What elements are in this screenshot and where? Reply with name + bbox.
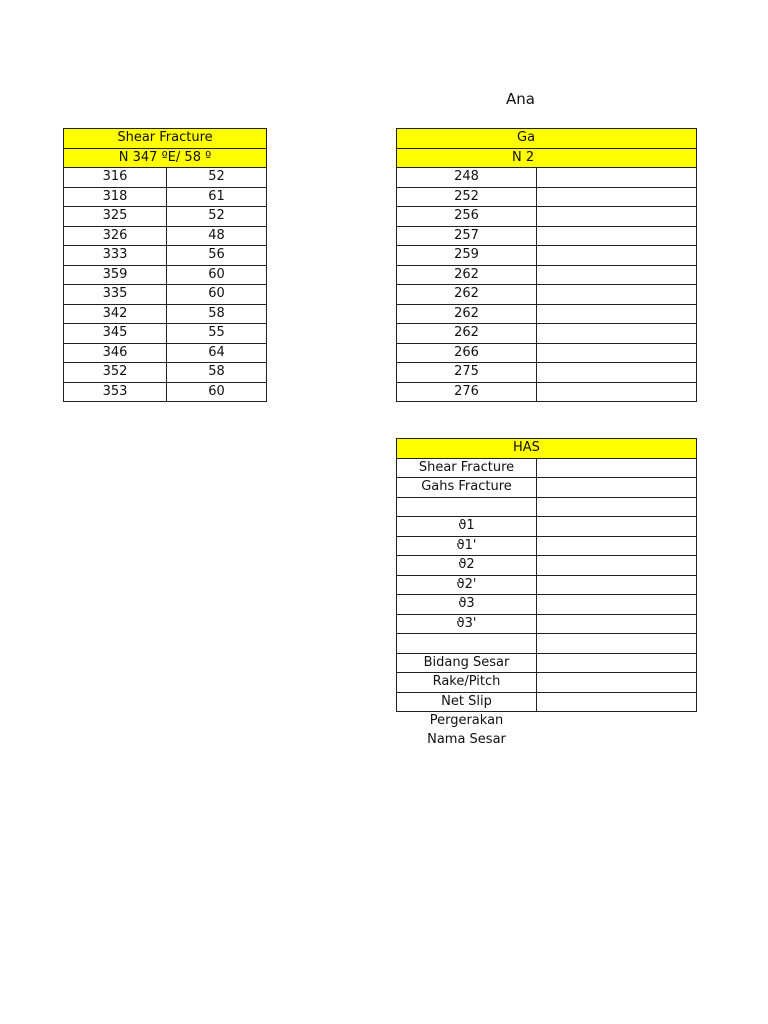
- table-row: [64, 363, 267, 383]
- table-row: [397, 343, 697, 363]
- table-row: [397, 575, 697, 595]
- table-row: [64, 324, 267, 344]
- table-row: [397, 712, 697, 731]
- hasil-table: [396, 438, 697, 749]
- dip-cell: 60: [167, 285, 267, 305]
- dip-cell: [537, 324, 697, 344]
- table-row: [397, 731, 697, 750]
- table-row: [64, 382, 267, 402]
- dip-cell: [537, 363, 697, 383]
- shear-fracture-header: Shear Fracture: [64, 129, 267, 149]
- table-row: [397, 187, 697, 207]
- hasil-value-cell: [537, 731, 697, 750]
- dip-cell: [537, 382, 697, 402]
- table-row: [397, 478, 697, 498]
- strike-cell: 262: [397, 304, 537, 324]
- hasil-label-cell: [397, 497, 537, 517]
- strike-cell: 353: [64, 382, 167, 402]
- table-row: [64, 265, 267, 285]
- strike-cell: 333: [64, 246, 167, 266]
- strike-cell: 262: [397, 265, 537, 285]
- table-row: [397, 556, 697, 576]
- strike-cell: 342: [64, 304, 167, 324]
- strike-cell: 257: [397, 226, 537, 246]
- hasil-value-cell: [537, 575, 697, 595]
- hasil-value-cell: [537, 673, 697, 693]
- hasil-label-cell: [397, 634, 537, 654]
- strike-cell: 359: [64, 265, 167, 285]
- hasil-value-cell: [537, 712, 697, 731]
- table-row: [64, 187, 267, 207]
- hasil-value-cell: [537, 692, 697, 712]
- hasil-label-cell: Gahs Fracture: [397, 478, 537, 498]
- dip-cell: [537, 285, 697, 305]
- table-row: [64, 343, 267, 363]
- dip-cell: [537, 304, 697, 324]
- dip-cell: 64: [167, 343, 267, 363]
- strike-cell: 252: [397, 187, 537, 207]
- dip-cell: [537, 187, 697, 207]
- hasil-label-cell: Rake/Pitch: [397, 673, 537, 693]
- hasil-label-cell: ϑ2: [397, 556, 537, 576]
- hasil-label-cell: ϑ1: [397, 517, 537, 537]
- hasil-label-cell: ϑ3': [397, 614, 537, 634]
- table-row: [397, 614, 697, 634]
- dip-cell: [537, 265, 697, 285]
- hasil-label-cell: Bidang Sesar: [397, 653, 537, 673]
- dip-cell: 55: [167, 324, 267, 344]
- hasil-label-cell: ϑ2': [397, 575, 537, 595]
- table-row: [64, 285, 267, 305]
- hasil-value-cell: [537, 653, 697, 673]
- dip-cell: 52: [167, 168, 267, 188]
- hasil-value-cell: [537, 458, 697, 478]
- table-row: [397, 458, 697, 478]
- hasil-value-cell: [537, 517, 697, 537]
- dip-cell: 60: [167, 265, 267, 285]
- table-row: [64, 246, 267, 266]
- hasil-value-cell: [537, 478, 697, 498]
- table-row: [64, 304, 267, 324]
- strike-cell: 248: [397, 168, 537, 188]
- table-row: [397, 634, 697, 654]
- strike-cell: 352: [64, 363, 167, 383]
- dip-cell: [537, 226, 697, 246]
- table-row: [397, 692, 697, 712]
- dip-cell: 48: [167, 226, 267, 246]
- table-row: [397, 324, 697, 344]
- dip-cell: 58: [167, 363, 267, 383]
- strike-cell: 276: [397, 382, 537, 402]
- dip-cell: 61: [167, 187, 267, 207]
- table-row: [397, 226, 697, 246]
- strike-cell: 256: [397, 207, 537, 227]
- table-row: [397, 265, 697, 285]
- dip-cell: 60: [167, 382, 267, 402]
- strike-cell: 346: [64, 343, 167, 363]
- dip-cell: [537, 246, 697, 266]
- strike-cell: 335: [64, 285, 167, 305]
- dip-cell: [537, 207, 697, 227]
- shear-fracture-table: [63, 128, 267, 402]
- hasil-value-cell: [537, 614, 697, 634]
- table-row: [397, 653, 697, 673]
- table-row: [397, 497, 697, 517]
- table-row: [397, 595, 697, 615]
- shear-fracture-subheader: N 347 ºE/ 58 º: [64, 148, 267, 168]
- page-title: Ana: [506, 90, 535, 108]
- hasil-value-cell: [537, 634, 697, 654]
- gash-fracture-subheader: N 2: [397, 148, 697, 168]
- table-row: [397, 304, 697, 324]
- table-row: [64, 226, 267, 246]
- dip-cell: 56: [167, 246, 267, 266]
- hasil-value-cell: [537, 595, 697, 615]
- strike-cell: 266: [397, 343, 537, 363]
- hasil-value-cell: [537, 556, 697, 576]
- strike-cell: 326: [64, 226, 167, 246]
- hasil-label-cell: Shear Fracture: [397, 458, 537, 478]
- strike-cell: 345: [64, 324, 167, 344]
- gash-fracture-header: Ga: [397, 129, 697, 149]
- dip-cell: [537, 168, 697, 188]
- table-row: [397, 382, 697, 402]
- hasil-label-cell: ϑ3: [397, 595, 537, 615]
- table-row: [397, 168, 697, 188]
- hasil-label-cell: Net Slip: [397, 692, 537, 712]
- hasil-value-cell: [537, 536, 697, 556]
- table-row: [397, 246, 697, 266]
- strike-cell: 325: [64, 207, 167, 227]
- strike-cell: 318: [64, 187, 167, 207]
- hasil-label-cell: Nama Sesar: [427, 731, 506, 747]
- dip-cell: 58: [167, 304, 267, 324]
- table-row: [397, 517, 697, 537]
- strike-cell: 275: [397, 363, 537, 383]
- strike-cell: 262: [397, 285, 537, 305]
- table-row: [397, 536, 697, 556]
- table-row: [397, 285, 697, 305]
- table-row: [397, 363, 697, 383]
- hasil-value-cell: [537, 497, 697, 517]
- hasil-header: HAS: [397, 439, 697, 459]
- table-row: [397, 207, 697, 227]
- hasil-label-cell: Pergerakan: [429, 713, 504, 729]
- gash-fracture-table: [396, 128, 697, 402]
- strike-cell: 259: [397, 246, 537, 266]
- table-row: [64, 168, 267, 188]
- hasil-label-cell: ϑ1': [397, 536, 537, 556]
- strike-cell: 262: [397, 324, 537, 344]
- table-row: [64, 207, 267, 227]
- table-row: [397, 673, 697, 693]
- dip-cell: 52: [167, 207, 267, 227]
- dip-cell: [537, 343, 697, 363]
- strike-cell: 316: [64, 168, 167, 188]
